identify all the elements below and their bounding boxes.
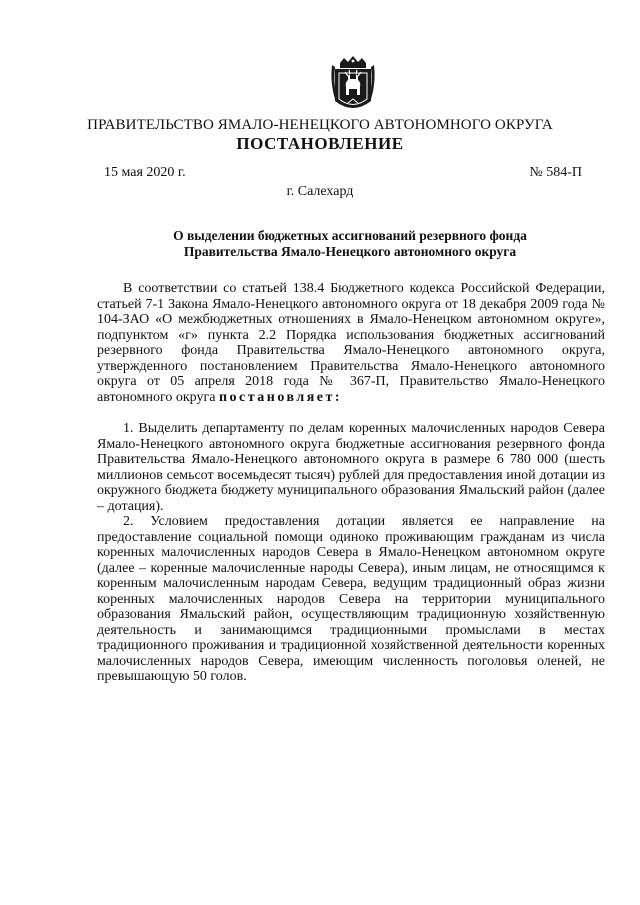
document-number: № 584-П: [529, 165, 582, 180]
item-1-paragraph: 1. Выделить департаменту по делам коренных малочисленных народов Севера Ямало-Ненецкого автономного округа бюджетные ассигнования резервного фонда Правительства Ямало-Ненецкого автономного округа в размере 6 780 000 (шесть миллионов семьсот восемьдесят тысяч) рублей для предоставления иной дотации из окружного бюджета бюджету муниципального образования Ямальский район (далее – дотация).: [97, 421, 605, 514]
item-2-paragraph: 2. Условием предоставления дотации является ее направление на предоставление социальной помощи одиноко проживающим гражданам из числа коренных малочисленных народов Севера в Ямало-Ненецком автономном округе (далее – коренные малочисленные народы Севера), иным лицам, не относящимся к коренным малочисленным народам Севера, ведущим традиционный образ жизни коренных малочисленных народов Севера на территории муниципального образования Ямальский район, осуществляющим традиционную хозяйственную деятельность и занимающимся традиционными промыслами в местах традиционного проживания и традиционной хозяйственной деятельности коренных малочисленных народов Севера, имеющим численность поголовья оленей, не превышающую 50 голов.: [97, 514, 605, 684]
document-date: 15 мая 2020 г.: [104, 165, 186, 180]
title-line-2: Правительства Ямало-Ненецкого автономного округа: [183, 244, 517, 259]
document-type: ПОСТАНОВЛЕНИЕ: [236, 134, 404, 153]
title-line-1: О выделении бюджетных ассигнований резервного фонда: [173, 228, 527, 243]
document-body: [97, 281, 605, 685]
document-title: [100, 228, 600, 260]
document-city: г. Салехард: [286, 184, 354, 199]
preamble-text: В соответствии со статьей 138.4 Бюджетного кодекса Российской Федерации, статьей 7-1 Закона Ямало-Ненецкого автономного округа от 18 декабря 2009 года № 104-ЗАО «О межбюджетных отношениях в Ямало-Ненецком автономном округе», подпунктом «г» пункта 2.2 Порядка использования бюджетных ассигнований резервного фонда Правительства Ямало-Ненецкого автономного округа, утвержденного постановлением Правительства Ямало-Ненецкого автономного округа от 05 апреля 2018 года № 367-П, Правительство Ямало-Ненецкого автономного округа: [97, 281, 605, 405]
resolves-word: постановляет:: [218, 389, 343, 405]
preamble-paragraph: [97, 281, 605, 405]
organization-name: ПРАВИТЕЛЬСТВО ЯМАЛО-НЕНЕЦКОГО АВТОНОМНОГО ОКРУГА: [87, 117, 553, 133]
coat-of-arms-emblem: [326, 55, 380, 115]
